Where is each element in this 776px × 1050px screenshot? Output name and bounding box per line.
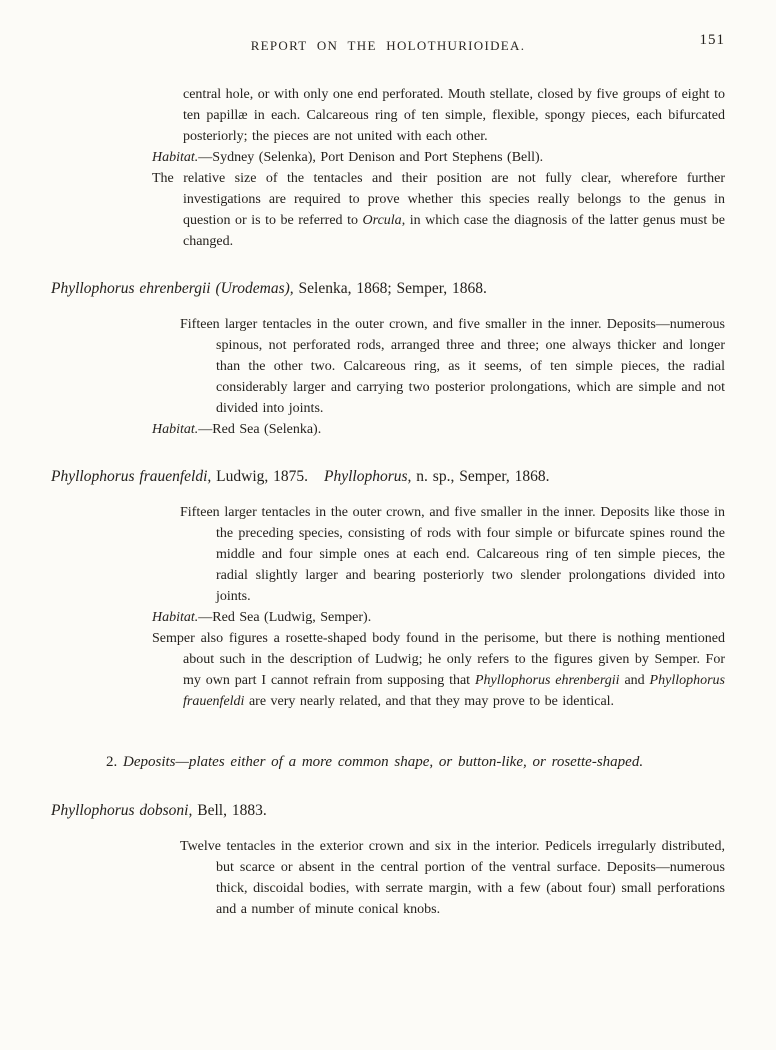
note-text: Semper also figures a rosette-shaped body found in the perisome, but there is nothing mentioned about such in the description of Ludwig; he only refers to the figures given by Semper. For my own part I cannot refrain from supposing that: [152, 631, 725, 688]
note-text: are very nearly related, and that they may prove to be identical.: [244, 694, 615, 709]
habitat-text: —Sydney (Selenka), Port Denison and Port Stephens (Bell).: [198, 150, 544, 165]
note-text: and: [619, 673, 650, 688]
habitat-line: [152, 607, 725, 628]
running-title: REPORT ON THE HOLOTHURIOIDEA.: [250, 38, 526, 53]
species-name: Phyllophorus dobsoni,: [51, 802, 193, 819]
note-paragraph: [152, 628, 725, 712]
section-number: 2.: [106, 754, 118, 770]
habitat-label: Habitat.: [152, 610, 199, 625]
note-paragraph: [152, 168, 725, 252]
note-text: The relative size of the tentacles and their position are not fully clear, wherefore further investigations are required to prove whether this species really belongs to the genus in question or is to be referred to: [152, 171, 725, 228]
genus-name: Orcula: [362, 213, 402, 228]
species-heading-ehrenbergii: [51, 278, 725, 299]
species-authority: Ludwig, 1875.: [211, 468, 309, 485]
species-authority: n. sp., Semper, 1868.: [411, 468, 550, 485]
page-content: [51, 84, 725, 920]
habitat-label: Habitat.: [152, 422, 199, 437]
page-header: [51, 32, 725, 58]
note-text: , in which case the diagnosis of the latter genus must be changed.: [183, 213, 725, 249]
species-name: Phyllophorus frauenfeldi: [183, 673, 725, 709]
habitat-text: —Red Sea (Ludwig, Semper).: [198, 610, 372, 625]
species-authority: Selenka, 1868; Semper, 1868.: [293, 280, 487, 297]
habitat-line: [152, 147, 725, 168]
section-title: Deposits—plates either of a more common shape, or button-like, or rosette-shaped.: [117, 754, 644, 770]
species-name: Phyllophorus,: [324, 468, 412, 485]
species-name: Phyllophorus frauenfeldi,: [51, 468, 212, 485]
description-paragraph: Fifteen larger tentacles in the outer crown, and five smaller in the inner. Deposits like those in the preceding species, consisting of rods with four simple or bifurcate spines round the middle and four simple ones at each end. Calcareous ring of ten simple pieces, the radial slightly larger and bearing posteriorly two slender prolongations divided into joints.: [180, 505, 725, 604]
species-name: Phyllophorus ehrenbergii: [474, 673, 620, 688]
section-heading: [106, 750, 725, 774]
species-heading-dobsoni: [51, 800, 725, 821]
description-paragraph: Fifteen larger tentacles in the outer crown, and five smaller in the inner. Deposits—numerous spinous, not perforated rods, arranged three and three; one always thicker and longer than the other two. Calcareous ring, as it seems, of ten simple pieces, the radial considerably larger and carrying two posterior prolongations, which are simple and not divided into joints.: [180, 317, 725, 416]
habitat-line: [152, 419, 725, 440]
species-authority: Bell, 1883.: [192, 802, 267, 819]
species-heading-frauenfeldi: [51, 466, 725, 487]
species-name: Phyllophorus ehrenbergii (Urodemas),: [51, 280, 294, 297]
description-paragraph: Twelve tentacles in the exterior crown and six in the interior. Pedicels irregularly distributed, but scarce or absent in the central portion of the ventral surface. Deposits—numerous thick, discoidal bodies, with serrate margin, with a few (about four) small perforations and a number of minute conical knobs.: [180, 839, 725, 917]
habitat-text: —Red Sea (Selenka).: [198, 422, 322, 437]
habitat-label: Habitat.: [152, 150, 199, 165]
continuation-paragraph: central hole, or with only one end perforated. Mouth stellate, closed by five groups of eight to ten papillæ in each. Calcareous ring of ten simple, flexible, spongy pieces, each bifurcated posteriorly; the pieces are not united with each other.: [183, 87, 725, 144]
page-number: 151: [699, 32, 725, 48]
